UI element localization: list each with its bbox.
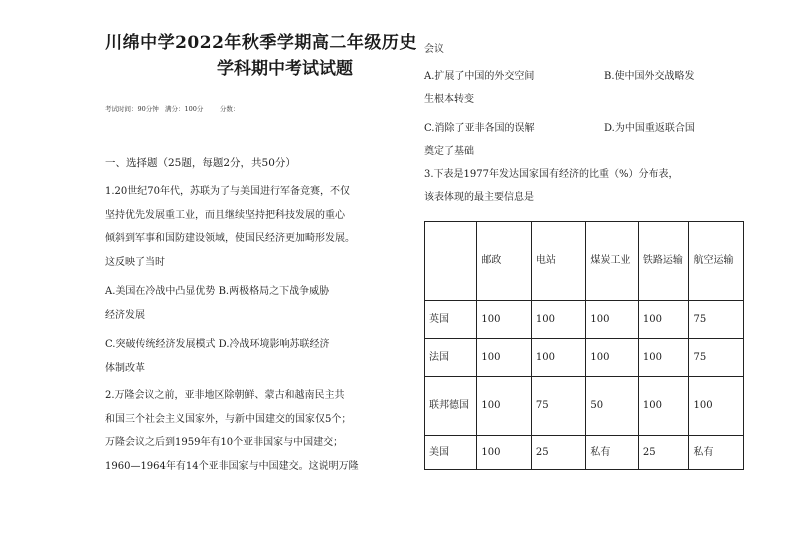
q1-line: 1.20世纪70年代，苏联为了与美国进行军备竞赛，不仅	[105, 186, 350, 197]
table-cell: 私有	[586, 436, 639, 470]
q1-line: 这反映了当时	[105, 256, 165, 268]
q2-options-ab	[424, 65, 744, 88]
table-cell: 100	[586, 339, 639, 377]
right-column	[424, 38, 744, 470]
table-cell: 50	[586, 377, 639, 436]
q1-option-cd: C.突破传统经济发展模式 D.冷战环境影响苏联经济	[105, 339, 330, 350]
table-header-cell: 航空运输	[689, 222, 744, 301]
section-heading: 一、选择题（25题，每题2分，共50分）	[105, 157, 296, 169]
page-title-line2: 学科期中考试试题	[217, 59, 353, 79]
table-cell: 100	[477, 377, 532, 436]
economy-table	[424, 221, 744, 470]
table-cell: 25	[638, 436, 689, 470]
q2-line: 1960—1964年有14个亚非国家与中国建交。这说明万隆	[105, 460, 359, 472]
table-row	[425, 377, 744, 436]
q2-option-d: D.为中国重返联合国	[604, 123, 695, 134]
table-cell: 100	[531, 301, 586, 339]
q2-option-b: B.使中国外交战略发	[604, 71, 695, 82]
table-cell: 100	[531, 339, 586, 377]
q2-options-cd	[424, 117, 744, 140]
q2-option-b-cont: 生根本转变	[424, 94, 474, 105]
q1-option-b-cont: 经济发展	[105, 309, 145, 321]
table-cell: 英国	[425, 301, 477, 339]
table-cell: 100	[477, 301, 532, 339]
table-header-row	[425, 222, 744, 301]
table-cell: 100	[689, 377, 744, 436]
q1-option-d-cont: 体制改革	[105, 362, 145, 374]
table-cell: 100	[638, 377, 689, 436]
table-cell: 美国	[425, 436, 477, 470]
table-row	[425, 436, 744, 470]
table-header-cell: 电站	[531, 222, 586, 301]
table-header-cell: 铁路运输	[638, 222, 689, 301]
table-header-cell: 煤炭工业	[586, 222, 639, 301]
table-cell: 100	[477, 339, 532, 377]
table-cell: 75	[689, 301, 744, 339]
table-cell: 100	[638, 339, 689, 377]
table-cell: 100	[477, 436, 532, 470]
table-header-cell	[425, 222, 477, 301]
table-cell: 75	[531, 377, 586, 436]
left-column	[105, 30, 417, 478]
q2-option-c: C.消除了亚非各国的误解	[424, 123, 535, 134]
q3-line: 该表体现的最主要信息是	[424, 192, 534, 203]
q1-option-ab: A.美国在冷战中凸显优势 B.两极格局之下战争威胁	[105, 286, 330, 297]
table-cell: 联邦德国	[425, 377, 477, 436]
table-cell: 法国	[425, 339, 477, 377]
q2-option-a: A.扩展了中国的外交空间	[424, 71, 535, 82]
q2-line: 和国三个社会主义国家外，与新中国建交的国家仅5个；	[105, 413, 352, 425]
question-2	[105, 384, 417, 478]
q2-continuation: 会议	[424, 44, 444, 55]
table-row	[425, 339, 744, 377]
exam-info: 考试时间：90分钟 满分：100分 分数：	[105, 105, 240, 113]
table-cell: 私有	[689, 436, 744, 470]
table-cell: 100	[638, 301, 689, 339]
table-cell: 25	[531, 436, 586, 470]
table-row	[425, 301, 744, 339]
table-cell: 75	[689, 339, 744, 377]
q2-line: 2.万隆会议之前，亚非地区除朝鲜、蒙古和越南民主共	[105, 390, 345, 401]
q1-line: 倾斜到军事和国防建设领域，使国民经济更加畸形发展。	[105, 233, 355, 244]
table-header-cell: 邮政	[477, 222, 532, 301]
table-cell: 100	[586, 301, 639, 339]
q2-option-d-cont: 奠定了基础	[424, 146, 474, 157]
page-title-line1: 川绵中学2022年秋季学期高二年级历史	[105, 33, 417, 53]
q2-line: 万隆会议之后到1959年有10个亚非国家与中国建交；	[105, 437, 344, 448]
question-1	[105, 180, 417, 380]
q1-line: 坚持优先发展重工业，而且继续坚持把科技发展的重心	[105, 209, 345, 221]
q3-line: 3.下表是1977年发达国家国有经济的比重（%）分布表，	[424, 169, 679, 180]
